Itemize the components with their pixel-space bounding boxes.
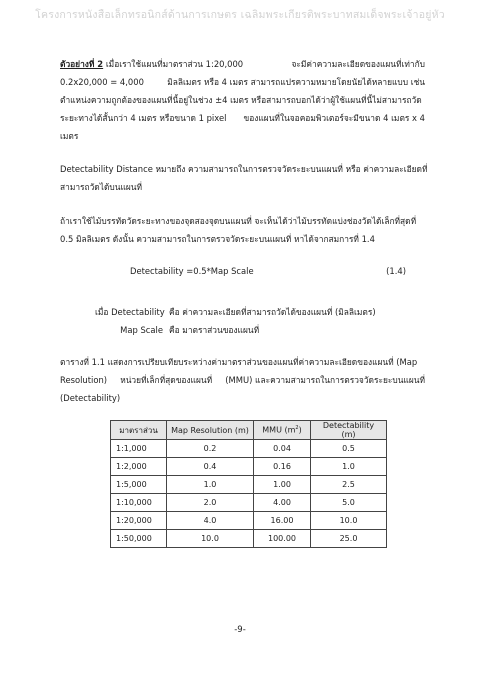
ruler-paragraph: ถ้าเราใช้ไม้บรรทัดวัดระยะทางของจุดสองจุดบนแผนที่ จะเห็นได้ว่าไม้บรรทัดแบ่งช่องวัดได้เล็กที่สุดที่ 0.5 มิลลิเมตร ดังนั้น ความสามารถในการตรวจวัดระยะบนแผนที่ หาได้จากสมการที่ 1.4 (60, 216, 417, 244)
table-cell: 25.0 (311, 530, 387, 548)
table-cell: 1:10,000 (111, 494, 167, 512)
example-label: ตัวอย่างที่ 2 (60, 59, 104, 69)
column-header: Detectability (m) (311, 421, 387, 440)
table-cell: 16.00 (254, 512, 311, 530)
table-row (111, 530, 387, 548)
table-cell: 2.5 (311, 476, 387, 494)
definition-term: Map Scale (120, 325, 163, 335)
column-header: มาตราส่วน (111, 421, 167, 440)
example-line-4: ระยะทางได้สั้นกว่า 4 เมตร หรือขนาด 1 pixel ของแผนที่ในจอคอมพิวเตอร์จะมีขนาด 4 เมตร x 4 (60, 113, 425, 123)
definition-desc: คือ มาตราส่วนของแผนที่ (169, 325, 260, 335)
example-paragraph (60, 55, 425, 145)
definition-intro: เมื่อ (95, 307, 109, 317)
table-cell: 4.0 (167, 512, 254, 530)
detectability-paragraph: Detectability Distance หมายถึง ความสามารถในการตรวจวัดระยะบนแผนที่ หรือ ค่าความละเอียดที่ สามารถวัดได้บนแผนที่ (60, 164, 428, 192)
table-row (111, 440, 387, 458)
definition-row (95, 303, 376, 321)
table-cell: 2.0 (167, 494, 254, 512)
table-cell: 1.0 (167, 476, 254, 494)
column-header: Map Resolution (m) (167, 421, 254, 440)
table-cell: 0.2 (167, 440, 254, 458)
example-line-1: ตัวอย่างที่ 2 เมื่อเราใช้แผนที่มาตราส่วน 1:20,000 จะมีค่าความละเอียดของแผนที่เท่ากับ (60, 59, 425, 69)
table-cell: 1:2,000 (111, 458, 167, 476)
table-caption: ตารางที่ 1.1 แสดงการเปรียบเทียบระหว่างค่ามาตราส่วนของแผนที่ค่าความละเอียดของแผนที่ (Map Resolution) หน่วยที่เล็กที่สุดของแผนที่ (MMU) และความสามารถในการตรวจวัดระยะบนแผนที่ (Detectability) (60, 357, 425, 403)
page-number: -9- (234, 625, 246, 635)
definition-row (95, 321, 376, 339)
example-line-5: เมตร (60, 131, 79, 141)
table-row (111, 458, 387, 476)
table-header-row (111, 421, 387, 440)
table-cell: 0.04 (254, 440, 311, 458)
table-cell: 5.0 (311, 494, 387, 512)
table-cell: 0.4 (167, 458, 254, 476)
page-header: โครงการหนังสือเล็กทรอนิกส์ด้านการเกษตร เฉลิมพระเกียรติพระบาทสมเด็จพระเจ้าอยู่หัว (35, 9, 445, 21)
table-cell: 10.0 (167, 530, 254, 548)
equation-number: (1.4) (386, 266, 406, 276)
table-cell: 0.5 (311, 440, 387, 458)
example-line-2: 0.2x20,000 = 4,000 มิลลิเมตร หรือ 4 เมตร สามารถแปรความหมายโดยนัยได้หลายแบบ เช่น (60, 77, 425, 87)
table-cell: 1.00 (254, 476, 311, 494)
scale-comparison-table (110, 420, 387, 548)
definition-desc: คือ ค่าความละเอียดที่สามารถวัดได้ของแผนที่ (มิลลิเมตร) (169, 307, 376, 317)
table-cell: 1:50,000 (111, 530, 167, 548)
table-cell: 1.0 (311, 458, 387, 476)
table-row (111, 512, 387, 530)
table-cell: 0.16 (254, 458, 311, 476)
table-row (111, 476, 387, 494)
table-row (111, 494, 387, 512)
table-cell: 1:5,000 (111, 476, 167, 494)
table-cell: 10.0 (311, 512, 387, 530)
equation-expression: Detectability =0.5*Map Scale (130, 266, 254, 276)
column-header: MMU $(m^2)$ (254, 421, 311, 440)
table-cell: 4.00 (254, 494, 311, 512)
definition-term: Detectability (111, 307, 165, 317)
example-line-3: ตำแหน่งความถูกต้องของแผนที่นี้อยู่ในช่วง ±4 เมตร หรือสามารถบอกได้ว่าผู้ใช้แผนที่นี้ไม่สามารถวัด (60, 95, 422, 105)
table-cell: 1:20,000 (111, 512, 167, 530)
definitions (95, 303, 376, 339)
table-cell: 100.00 (254, 530, 311, 548)
table-cell: 1:1,000 (111, 440, 167, 458)
equation-1-4 (130, 266, 406, 276)
